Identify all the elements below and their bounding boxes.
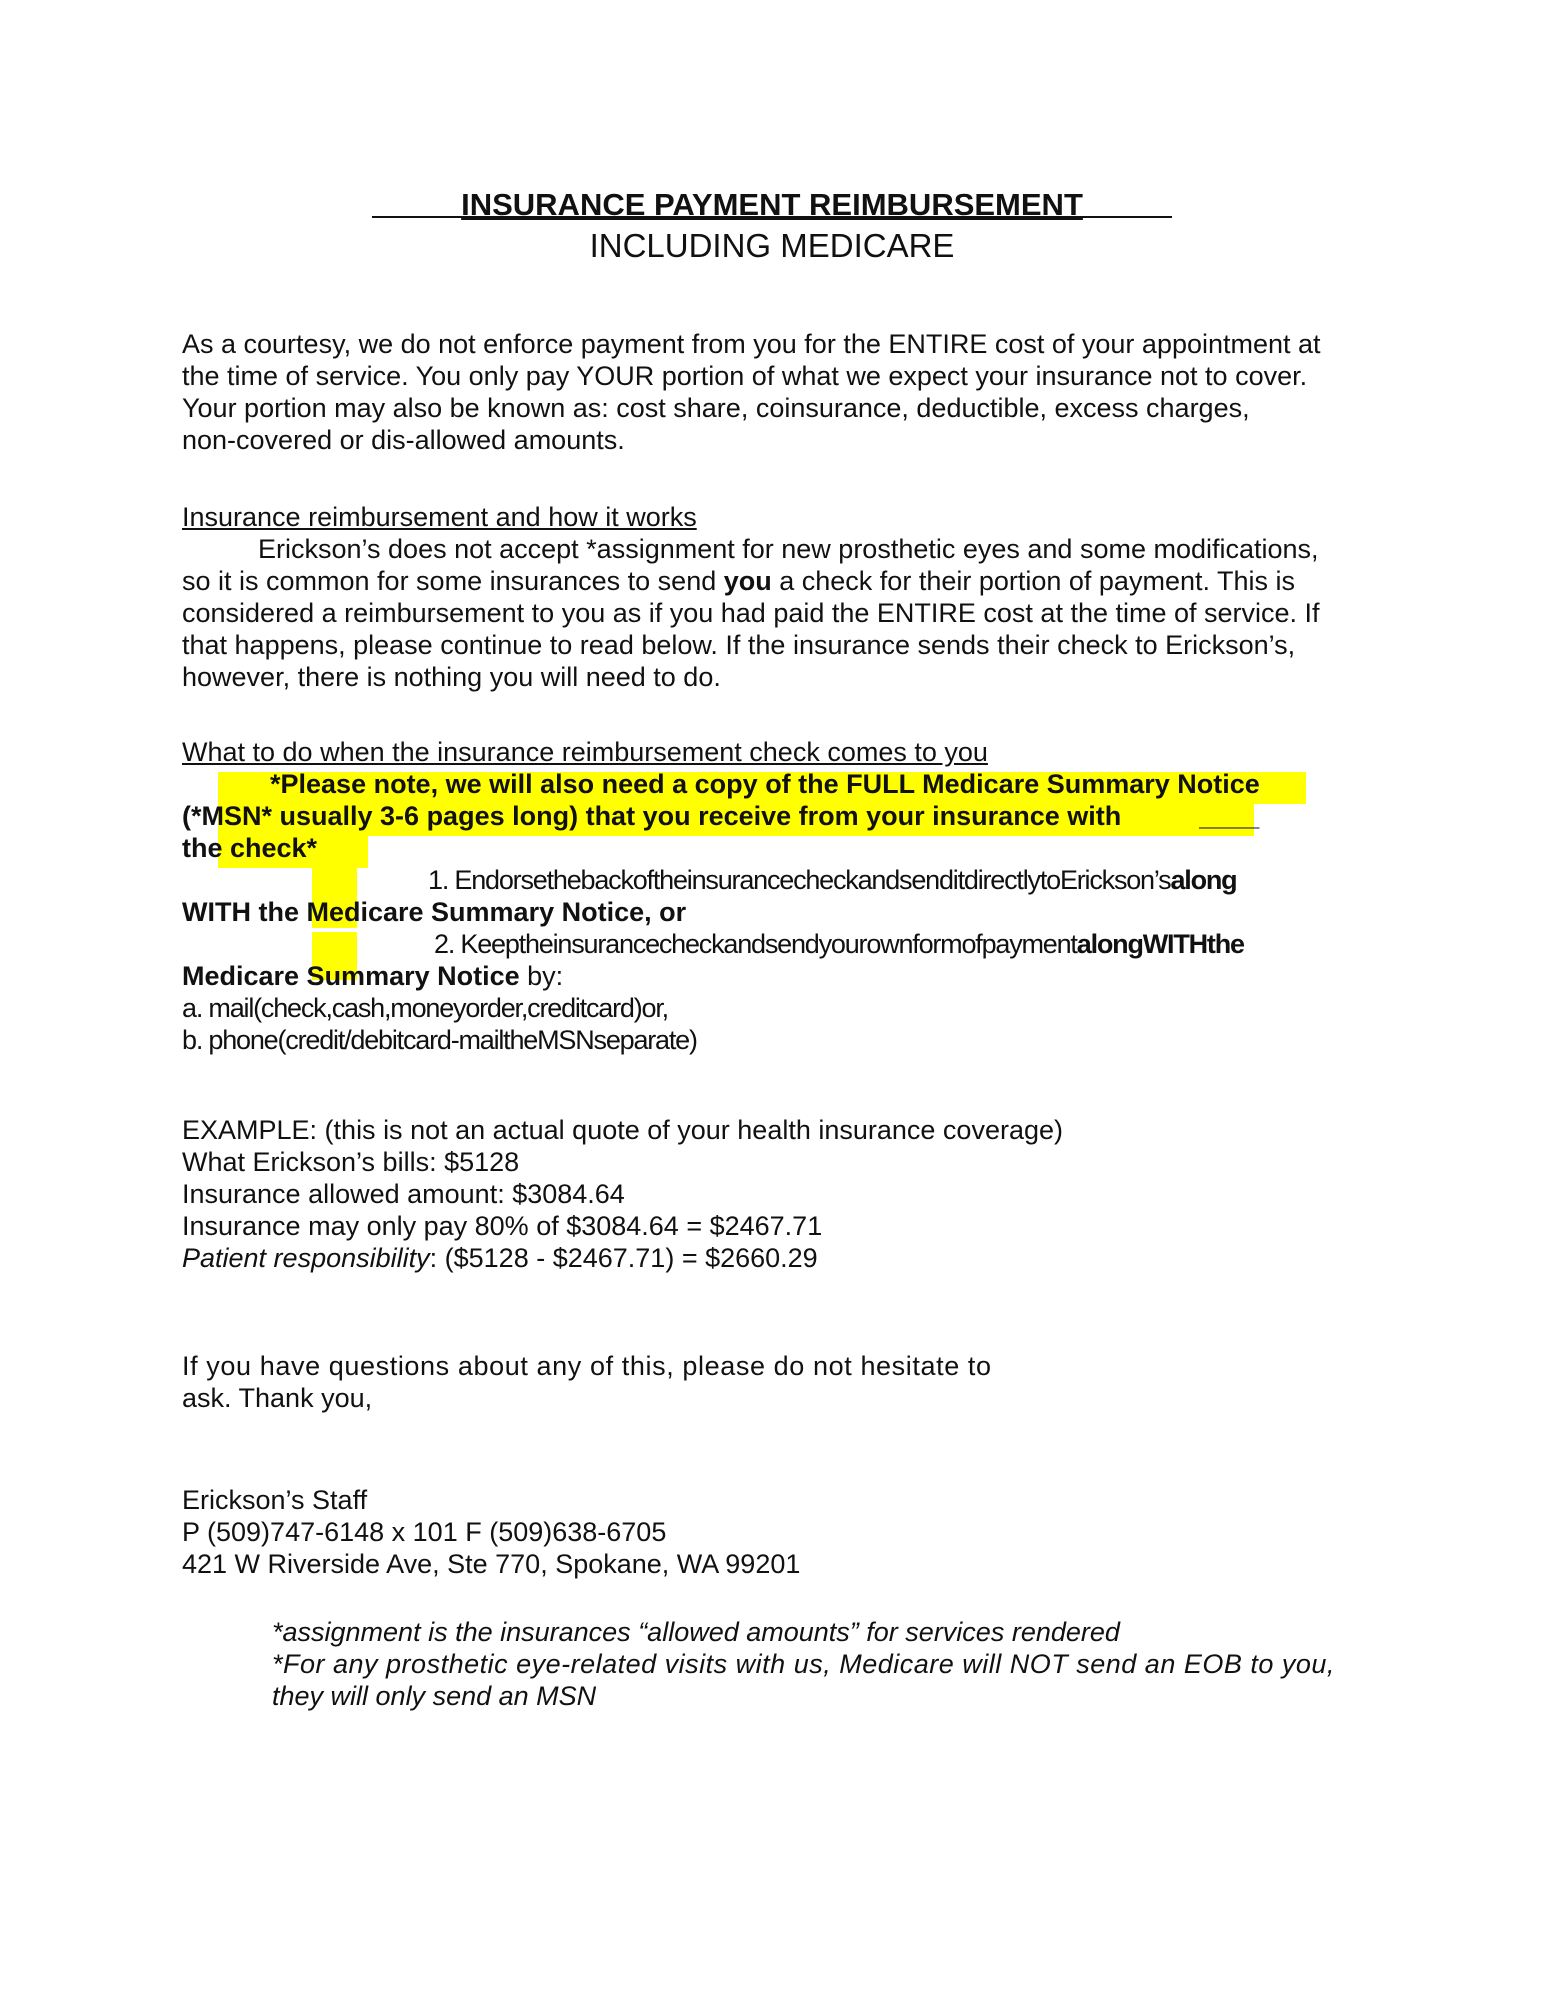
footnote-line: *assignment is the insurances “allowed amounts” for services rendered	[272, 1617, 1120, 1647]
step-text: 2. Keeptheinsurancecheckandsendyourownformofpayment	[434, 929, 1077, 959]
closing-paragraph	[182, 1350, 1362, 1414]
text-run: : ($5128 - $2467.71) = $2660.29	[429, 1243, 818, 1273]
intro-paragraph	[182, 328, 1362, 456]
payment-option-a: a. mail(check,cash,moneyorder,creditcard)or,	[182, 993, 668, 1023]
example-line: Insurance allowed amount: $3084.64	[182, 1179, 625, 1209]
paragraph-line: Erickson’s does not accept *assignment for new prosthetic eyes and some modifications,	[258, 534, 1319, 564]
msn-note-line: the check*	[182, 833, 318, 863]
intro-line: non-covered or dis-allowed amounts.	[182, 425, 625, 455]
footnotes	[272, 1616, 1372, 1712]
intro-line: the time of service. You only pay YOUR portion of what we expect your insurance not to cover.	[182, 361, 1308, 391]
payment-option-b: b. phone(credit/debitcard-mailtheMSNseparate)	[182, 1025, 697, 1055]
intro-line: As a courtesy, we do not enforce payment from you for the ENTIRE cost of your appointment at	[182, 329, 1321, 359]
paragraph-line: that happens, please continue to read below. If the insurance sends their check to Erickson’s,	[182, 630, 1296, 660]
msn-note-line: *Please note, we will also need a copy of the FULL Medicare Summary Notice	[270, 769, 1260, 799]
step-emphasis: alongWITHthe	[1076, 929, 1244, 959]
footnote-line: they will only send an MSN	[272, 1681, 597, 1711]
step-emphasis: Medicare Summary Notice	[182, 961, 520, 991]
step-2-continuation	[182, 960, 1362, 992]
step-text: 1. EndorsethebackoftheinsurancecheckandsenditdirectlytoErickson’s	[428, 865, 1171, 895]
page-subtitle: INCLUDING MEDICARE	[589, 227, 955, 264]
example-block	[182, 1114, 1362, 1274]
signature-block	[182, 1484, 1362, 1580]
check-instructions-section	[182, 736, 1362, 1056]
paragraph-line: however, there is nothing you will need to do.	[182, 662, 721, 692]
contact-address: 421 W Riverside Ave, Ste 770, Spokane, WA 99201	[182, 1549, 801, 1579]
signature-name: Erickson’s Staff	[182, 1485, 368, 1515]
step-1-continuation: WITH the Medicare Summary Notice, or	[182, 897, 687, 927]
emphasis-you: you	[723, 566, 772, 596]
example-line: EXAMPLE: (this is not an actual quote of your health insurance coverage)	[182, 1115, 1063, 1145]
closing-line: If you have questions about any of this, please do not hesitate to	[182, 1351, 992, 1381]
paragraph-line	[182, 565, 1362, 597]
page-title: INSURANCE PAYMENT REIMBURSEMENT	[461, 187, 1083, 222]
text-run: by:	[519, 961, 564, 991]
section-heading: What to do when the insurance reimbursement check comes to you	[182, 737, 988, 767]
text-run: (*MSN* usually 3-6 pages long) that you receive from your insurance with	[182, 801, 1122, 831]
step-2	[182, 928, 1362, 960]
section-heading: Insurance reimbursement and how it works	[182, 502, 697, 532]
closing-line: ask. Thank you,	[182, 1383, 373, 1413]
step-1	[182, 864, 1362, 896]
blank-line: ____	[1199, 801, 1260, 831]
example-line	[182, 1242, 1362, 1274]
text-run: a check for their portion of payment. This is	[771, 566, 1295, 596]
example-line: Insurance may only pay 80% of $3084.64 = $2467.71	[182, 1211, 823, 1241]
contact-phone: P (509)747-6148 x 101 F (509)638-6705	[182, 1517, 667, 1547]
footnote-line: *For any prosthetic eye-related visits with us, Medicare will NOT send an EOB to you,	[272, 1649, 1335, 1679]
patient-responsibility-label: Patient responsibility	[182, 1243, 430, 1273]
msn-note-line	[182, 800, 1362, 832]
reimbursement-section	[182, 501, 1362, 693]
text-run: so it is common for some insurances to send	[182, 566, 724, 596]
example-line: What Erickson’s bills: $5128	[182, 1147, 520, 1177]
intro-line: Your portion may also be known as: cost share, coinsurance, deductible, excess charges,	[182, 393, 1250, 423]
paragraph-line: considered a reimbursement to you as if you had paid the ENTIRE cost at the time of service. If	[182, 598, 1320, 628]
step-emphasis: along	[1170, 865, 1237, 895]
